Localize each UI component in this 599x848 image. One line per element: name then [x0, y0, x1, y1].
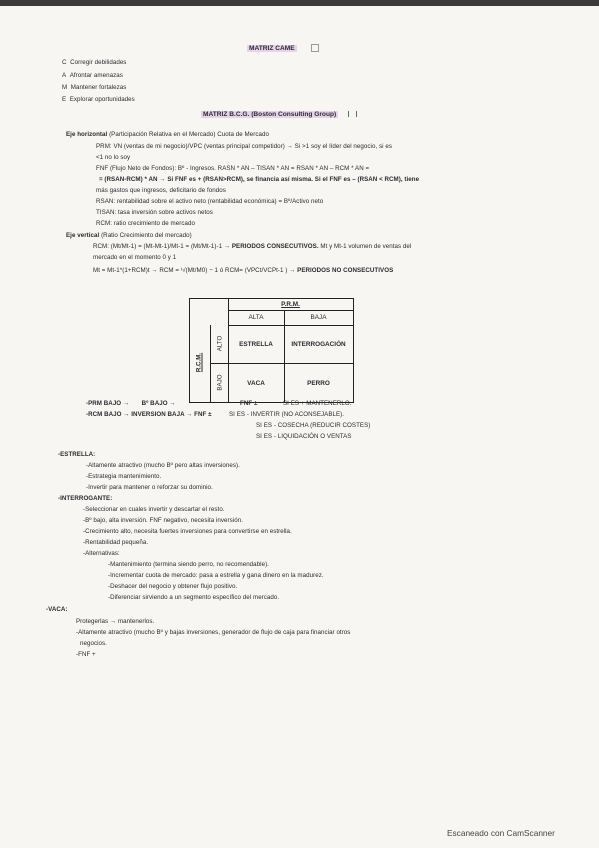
alternative-item: -Deshacer del negocio y obtener flujo positivo.: [108, 583, 238, 590]
prm-definition: PRM: VN (ventas de mi negocio)/VPC (ventas principal competidor) → Si >1 soy el líder del negocio, si es: [96, 143, 392, 150]
alternative-item: -Mantenimiento (termina siendo perro, no recomendable).: [108, 561, 269, 568]
came-item-e: E Explorar oportunidades: [62, 96, 135, 103]
came-item-a: A Afrontar amenazas: [62, 72, 123, 79]
fnf-deficit: más gastos que ingresos, deficitario de fondos: [96, 187, 226, 194]
interrogante-heading: -INTERROGANTE:: [58, 495, 113, 502]
vertical-axis-heading: Eje vertical (Ratio Crecimiento del mercado): [66, 232, 192, 239]
vaca-item: Protegerlas → mantenerlos.: [76, 618, 155, 625]
rcm-nonconsecutive-formula: Mt = Mt-1*(1+RCM)t → RCM = ᵗ√(Mt/M0) − 1 ó RCM= (VPCt/VCPt-1 ) → PERIODOS NO CONSECUTIVOS: [93, 267, 394, 274]
rcm-definition: RCM: ratio crecimiento de mercado: [96, 220, 195, 227]
rule-maintain: SI ES + MANTENERLO.: [283, 400, 352, 407]
vaca-item: negocios.: [80, 640, 107, 647]
checkbox-icon: [311, 44, 319, 52]
quadrant-question: INTERROGACIÓN: [291, 341, 346, 348]
rule-prm-low: -PRM BAJO → Bº BAJO →: [86, 400, 176, 407]
estrella-item: -Altamente atractivo (mucho Bº pero altas inversiones).: [86, 462, 240, 469]
came-item-m: M Mantener fortalezas: [62, 84, 127, 91]
interrogante-item: -Alternativas:: [83, 550, 120, 557]
bcg-title: MATRIZ B.C.G. (Boston Consulting Group): [201, 111, 357, 118]
rsan-definition: RSAN: rentabilidad sobre el activo neto (rentabilidad económica) = Bº/Activo neto: [96, 198, 324, 205]
prm-high-label: ALTA: [248, 314, 264, 321]
rcm-low-label: BAJO: [216, 374, 224, 391]
rule-fnf: FNF ±: [240, 400, 258, 407]
tisan-definition: TISAN: tasa inversión sobre activos netos: [96, 209, 213, 216]
interrogante-item: -Crecimiento alto, necesita fuertes inversiones para convertirse en estrella.: [83, 528, 292, 535]
estrella-item: -Estrategia mantenimiento.: [86, 473, 162, 480]
vaca-item: -Altamente atractivo (mucho Bº y bajas inversiones, generador de flujo de caja para financiar otros: [76, 629, 351, 636]
came-item-c: C Corregir debilidades: [62, 59, 127, 66]
prm-low-label: BAJA: [310, 314, 327, 321]
estrella-heading: -ESTRELLA:: [58, 451, 96, 458]
interrogante-item: -Bº bajo, alta inversión. FNF negativo, necesita inversión.: [83, 517, 243, 524]
rcm-consecutive-formula: RCM: (Mt/Mt-1) = (Mt-Mt-1)/Mt-1 = (Mt/Mt-1)-1 → PERIODOS CONSECUTIVOS. Mt y Mt-1 volumen de ventas del: [93, 243, 412, 250]
rcm-consecutive-note: mercado en el momento 0 y 1: [93, 254, 177, 261]
quadrant-dog: PERRO: [307, 380, 330, 387]
rule-harvest: SI ES - COSECHA (REDUCIR COSTES): [256, 422, 371, 429]
rule-invest: SI ES - INVERTIR (NO ACONSEJABLE).: [229, 411, 345, 418]
fnf-formula: = (RSAN-RCM) * AN → Si FNF es + (RSAN>RCM), se financia así misma. Si el FNF es – (RSAN < RCM), tiene: [99, 176, 420, 183]
rcm-high-label: ALTO: [216, 335, 224, 352]
bcg-matrix: [189, 298, 354, 403]
vaca-item: -FNF +: [76, 651, 96, 658]
scanner-watermark: Escaneado con CamScanner: [447, 828, 555, 838]
estrella-item: -Invertir para mantener o reforzar su dominio.: [86, 484, 213, 491]
rule-liquidate: SI ES - LIQUIDACIÓN O VENTAS: [256, 433, 352, 440]
prm-definition-cont: <1 no lo soy: [96, 154, 131, 161]
quadrant-cow: VACA: [247, 380, 265, 387]
scanned-page: [0, 6, 599, 816]
rcm-axis-label: R.C.M.: [195, 352, 203, 373]
checkbox-icon: [348, 111, 357, 117]
interrogante-item: -Rentabilidad pequeña.: [83, 539, 149, 546]
vaca-heading: -VACA:: [46, 606, 68, 613]
horizontal-axis-heading: Eje horizontal (Participación Relativa en el Mercado) Cuota de Mercado: [66, 131, 269, 138]
interrogante-item: -Seleccionar en cuales invertir y descartar el resto.: [83, 506, 225, 513]
fnf-definition: FNF (Flujo Neto de Fondos): Bº - Ingresos. RASN * AN – TISAN * AN = RSAN * AN – RCM * AN =: [96, 165, 370, 172]
prm-axis-label: P.R.M.: [281, 301, 300, 308]
quadrant-star: ESTRELLA: [239, 341, 273, 348]
rule-rcm-low: -RCM BAJO → INVERSION BAJA → FNF ±: [86, 411, 212, 418]
alternative-item: -Incrementar cuota de mercado: pasa a estrella y gana dinero en la madurez.: [108, 572, 324, 579]
came-title: MATRIZ CAME: [247, 44, 319, 52]
alternative-item: -Diferenciar sirviendo a un segmento específico del mercado.: [108, 594, 280, 601]
